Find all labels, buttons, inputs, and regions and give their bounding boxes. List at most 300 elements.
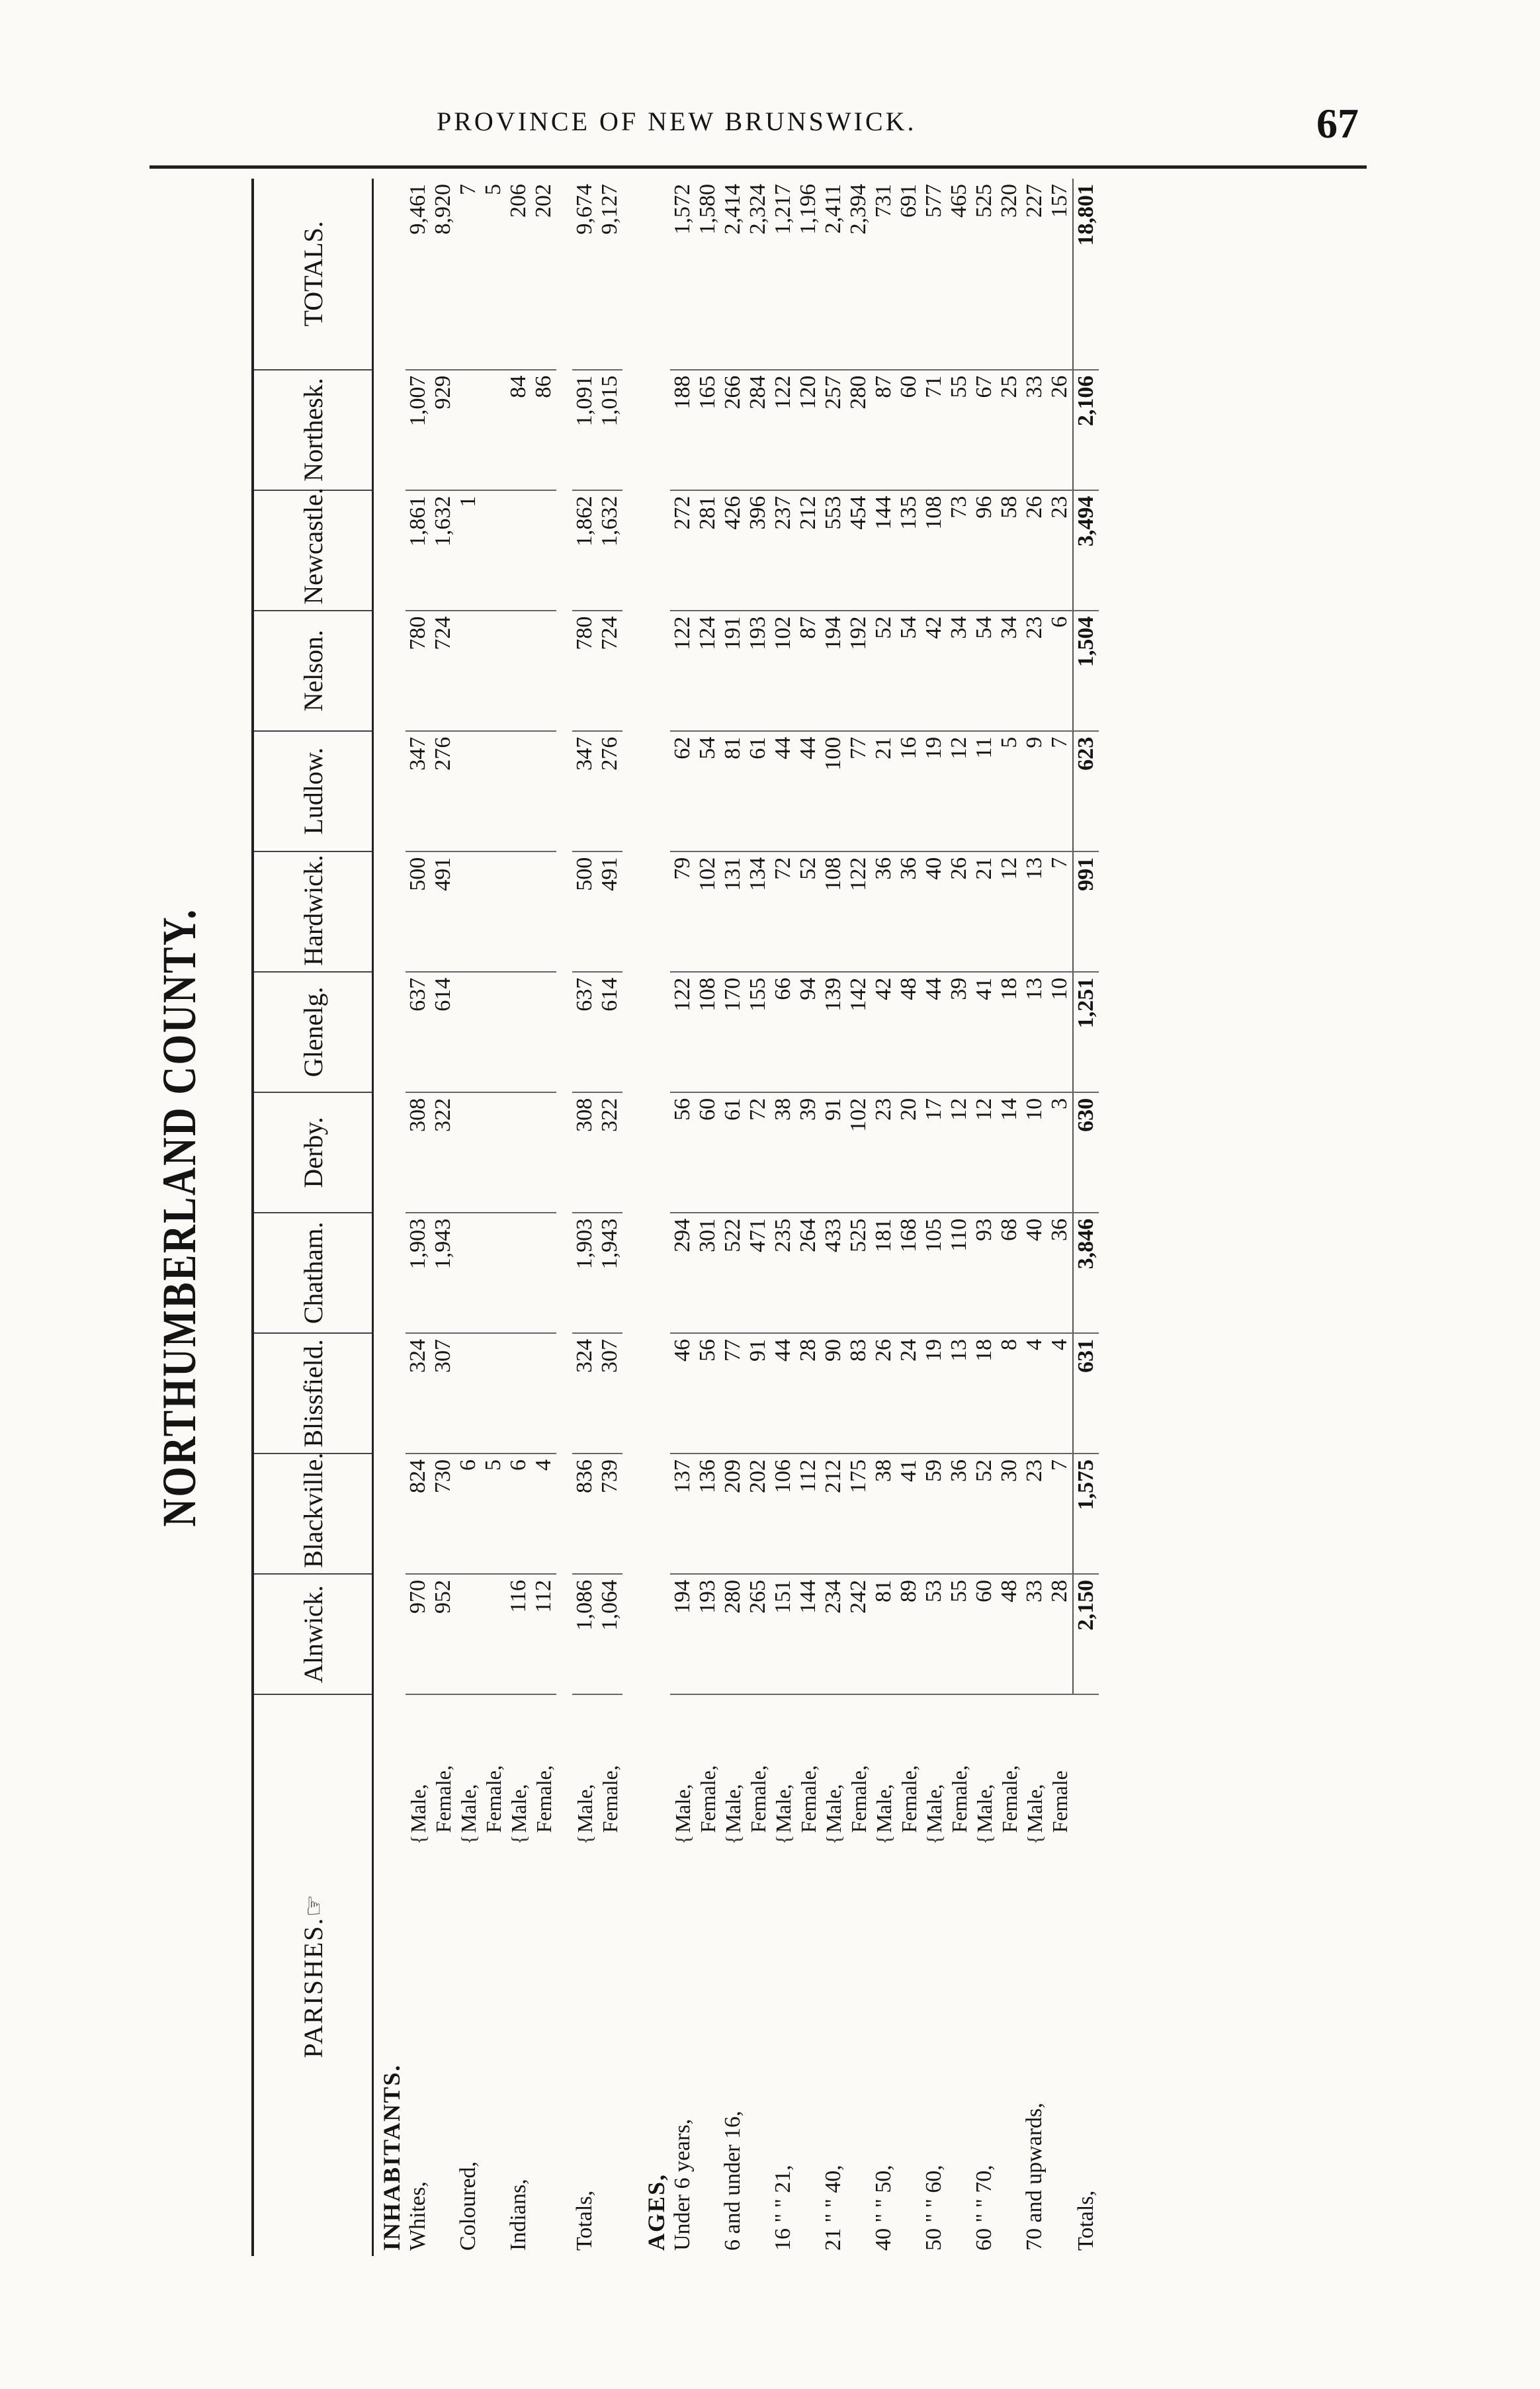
row-label: 40 " " 50, (871, 2165, 896, 2251)
sex-cell (821, 1694, 846, 1850)
value-cell: 192 (846, 611, 871, 731)
value-cell: 281 (695, 490, 720, 611)
value-cell: 151 (771, 1574, 796, 1694)
value-cell: 433 (821, 1213, 846, 1333)
value-cell: 212 (821, 1454, 846, 1574)
data-row (506, 179, 531, 2256)
value-cell: 1,572 (670, 179, 695, 370)
value-cell (531, 1333, 556, 1454)
sex-label: Male, (871, 1784, 896, 1833)
value-cell: 1,196 (796, 179, 821, 370)
column-header: Northesk. (253, 370, 373, 490)
value-cell: 93 (972, 1213, 997, 1333)
data-row (846, 179, 871, 2256)
sex-cell (871, 1694, 896, 1850)
value-cell: 61 (746, 731, 771, 851)
value-cell: 209 (720, 1454, 746, 1574)
data-row (670, 179, 695, 2256)
brace-mark: { (720, 1834, 745, 1845)
value-cell: 206 (506, 179, 531, 370)
sex-label: Male, (1022, 1784, 1047, 1833)
section-heading: AGES, (643, 2173, 669, 2251)
value-cell: 396 (746, 490, 771, 611)
value-cell: 347 (572, 731, 597, 851)
value-cell (531, 490, 556, 611)
column-header-row (253, 179, 373, 2256)
value-cell: 234 (821, 1574, 846, 1694)
data-row (896, 179, 921, 2256)
data-row (871, 179, 896, 2256)
sex-label: Female, (431, 1765, 455, 1833)
value-cell: 73 (947, 490, 972, 611)
value-cell: 41 (972, 972, 997, 1092)
sex-label: Female, (746, 1765, 770, 1833)
value-cell: 614 (597, 972, 622, 1092)
value-cell: 9,127 (597, 179, 622, 370)
value-cell: 322 (597, 1092, 622, 1213)
sex-label: Male, (720, 1784, 745, 1833)
value-cell: 2,394 (846, 179, 871, 370)
data-row (921, 179, 947, 2256)
value-cell: 8 (997, 1333, 1022, 1454)
value-cell: 96 (972, 490, 997, 611)
column-header: Glenelg. (253, 972, 373, 1092)
value-cell: 426 (720, 490, 746, 611)
value-cell: 257 (821, 370, 846, 490)
value-cell: 86 (531, 370, 556, 490)
value-cell: 6 (456, 1454, 481, 1574)
value-cell: 952 (431, 1574, 456, 1694)
value-cell (506, 972, 531, 1092)
value-cell: 36 (896, 851, 921, 972)
value-cell (456, 1092, 481, 1213)
sex-label: Male, (972, 1784, 996, 1833)
value-cell: 52 (796, 851, 821, 972)
value-cell: 4 (531, 1454, 556, 1574)
value-cell: 194 (821, 611, 846, 731)
running-head: PROVINCE OF NEW BRUNSWICK. (437, 107, 917, 136)
value-cell: 1,251 (1073, 972, 1099, 1092)
value-cell: 44 (796, 731, 821, 851)
value-cell: 1,903 (572, 1213, 597, 1333)
value-cell: 48 (896, 972, 921, 1092)
value-cell (481, 490, 506, 611)
value-cell: 1,580 (695, 179, 720, 370)
value-cell (531, 731, 556, 851)
totals-row (572, 179, 597, 2256)
value-cell: 122 (670, 611, 695, 731)
value-cell: 72 (771, 851, 796, 972)
value-cell: 30 (997, 1454, 1022, 1574)
sex-cell (720, 1694, 746, 1850)
sex-cell (947, 1694, 972, 1850)
value-cell: 19 (921, 731, 947, 851)
sex-label: Female, (597, 1765, 622, 1833)
value-cell: 1,862 (572, 490, 597, 611)
value-cell (531, 611, 556, 731)
value-cell: 58 (997, 490, 1022, 611)
sex-cell (972, 1694, 997, 1850)
value-cell: 2,411 (821, 179, 846, 370)
value-cell: 284 (746, 370, 771, 490)
value-cell: 2,150 (1073, 1574, 1099, 1694)
column-header: Derby. (253, 1092, 373, 1213)
value-cell: 237 (771, 490, 796, 611)
value-cell: 1,575 (1073, 1454, 1099, 1574)
sex-cell (771, 1694, 796, 1850)
value-cell: 20 (896, 1092, 921, 1213)
row-label: Indians, (506, 2179, 531, 2251)
data-row (972, 179, 997, 2256)
row-label: Coloured, (456, 2161, 480, 2251)
value-cell: 13 (947, 1333, 972, 1454)
value-cell: 191 (720, 611, 746, 731)
value-cell: 1,064 (597, 1574, 622, 1694)
value-cell: 525 (972, 179, 997, 370)
value-cell: 272 (670, 490, 695, 611)
value-cell (481, 1213, 506, 1333)
value-cell: 631 (1073, 1333, 1099, 1454)
sex-label: Male, (456, 1784, 480, 1833)
sex-cell (1073, 1694, 1099, 1850)
value-cell: 81 (871, 1574, 896, 1694)
value-cell: 320 (997, 179, 1022, 370)
sex-label: Female, (796, 1765, 820, 1833)
value-cell: 39 (947, 972, 972, 1092)
parishes-header (253, 1694, 373, 2256)
row-label (746, 1850, 771, 2256)
section-heading-row (638, 179, 670, 2256)
value-cell: 89 (896, 1574, 921, 1694)
sex-label: Female, (947, 1765, 971, 1833)
value-cell: 9 (1022, 731, 1047, 851)
value-cell: 7 (456, 179, 481, 370)
value-cell: 44 (771, 1333, 796, 1454)
value-cell: 102 (771, 611, 796, 731)
value-cell: 739 (597, 1454, 622, 1574)
value-cell: 7 (1047, 1454, 1073, 1574)
sex-label: Male, (572, 1784, 597, 1833)
value-cell: 780 (406, 611, 431, 731)
value-cell (506, 611, 531, 731)
value-cell: 77 (720, 1333, 746, 1454)
value-cell: 630 (1073, 1092, 1099, 1213)
value-cell: 16 (896, 731, 921, 851)
value-cell: 23 (871, 1092, 896, 1213)
value-cell: 970 (406, 1574, 431, 1694)
sex-label: Female, (695, 1765, 720, 1833)
value-cell (481, 1092, 506, 1213)
sex-label: Female, (997, 1765, 1021, 1833)
value-cell (506, 1333, 531, 1454)
value-cell: 134 (746, 851, 771, 972)
value-cell: 12 (972, 1092, 997, 1213)
data-row (695, 179, 720, 2256)
row-label (997, 1850, 1022, 2256)
value-cell: 276 (431, 731, 456, 851)
value-cell: 5 (481, 1454, 506, 1574)
value-cell: 40 (1022, 1213, 1047, 1333)
value-cell: 193 (746, 611, 771, 731)
value-cell: 44 (921, 972, 947, 1092)
value-cell: 112 (531, 1574, 556, 1694)
value-cell: 112 (796, 1454, 821, 1574)
sex-label: Female, (896, 1765, 921, 1833)
value-cell: 60 (896, 370, 921, 490)
row-label (947, 1850, 972, 2256)
brace-mark: { (921, 1834, 946, 1845)
column-header: Hardwick. (253, 851, 373, 972)
value-cell: 83 (846, 1333, 871, 1454)
value-cell: 202 (531, 179, 556, 370)
value-cell: 322 (431, 1092, 456, 1213)
table-body (373, 179, 1099, 2256)
value-cell: 324 (572, 1333, 597, 1454)
value-cell: 491 (597, 851, 622, 972)
brace-mark: { (506, 1834, 531, 1845)
value-cell: 308 (406, 1092, 431, 1213)
value-cell: 60 (695, 1092, 720, 1213)
data-row (406, 179, 431, 2256)
value-cell: 18 (997, 972, 1022, 1092)
value-cell: 3,846 (1073, 1213, 1099, 1333)
value-cell: 280 (720, 1574, 746, 1694)
value-cell: 1,504 (1073, 611, 1099, 731)
value-cell: 194 (670, 1574, 695, 1694)
value-cell (506, 851, 531, 972)
value-cell: 79 (670, 851, 695, 972)
value-cell: 142 (846, 972, 871, 1092)
row-label (431, 1850, 456, 2256)
value-cell: 780 (572, 611, 597, 731)
value-cell: 188 (670, 370, 695, 490)
sex-cell (431, 1694, 456, 1850)
value-cell (456, 611, 481, 731)
sex-label: Male, (771, 1784, 795, 1833)
value-cell (481, 851, 506, 972)
value-cell: 991 (1073, 851, 1099, 972)
brace-mark: { (572, 1834, 597, 1845)
value-cell: 144 (871, 490, 896, 611)
value-cell: 136 (695, 1454, 720, 1574)
value-cell: 131 (720, 851, 746, 972)
value-cell: 175 (846, 1454, 871, 1574)
row-label: 50 " " 60, (921, 2165, 946, 2251)
value-cell: 623 (1073, 731, 1099, 851)
value-cell: 13 (1022, 972, 1047, 1092)
value-cell: 491 (431, 851, 456, 972)
value-cell: 1,091 (572, 370, 597, 490)
value-cell: 25 (997, 370, 1022, 490)
value-cell: 81 (720, 731, 746, 851)
value-cell: 13 (1022, 851, 1047, 972)
value-cell: 60 (972, 1574, 997, 1694)
value-cell: 61 (720, 1092, 746, 1213)
value-cell: 18,801 (1073, 179, 1099, 370)
value-cell: 294 (670, 1213, 695, 1333)
value-cell: 553 (821, 490, 846, 611)
value-cell: 1,217 (771, 179, 796, 370)
value-cell: 1,632 (597, 490, 622, 611)
value-cell: 26 (871, 1333, 896, 1454)
brace-mark: { (670, 1834, 695, 1845)
value-cell: 94 (796, 972, 821, 1092)
value-cell: 100 (821, 731, 846, 851)
value-cell: 1,943 (431, 1213, 456, 1333)
data-row (1022, 179, 1047, 2256)
row-label (796, 1850, 821, 2256)
parishes-label: PARISHES. (298, 1917, 328, 2058)
sex-cell (746, 1694, 771, 1850)
data-row (531, 179, 556, 2256)
value-cell: 500 (572, 851, 597, 972)
value-cell (481, 370, 506, 490)
value-cell (481, 731, 506, 851)
column-header: Ludlow. (253, 731, 373, 851)
sex-cell (1047, 1694, 1073, 1850)
spacer-row (622, 179, 638, 2256)
data-row (1047, 179, 1073, 2256)
value-cell: 12 (997, 851, 1022, 972)
data-row (481, 179, 506, 2256)
value-cell: 36 (871, 851, 896, 972)
value-cell: 87 (796, 611, 821, 731)
brace-mark: { (1022, 1834, 1047, 1845)
sex-cell (456, 1694, 481, 1850)
row-label: 21 " " 40, (821, 2165, 845, 2251)
grand-totals-row (1073, 179, 1099, 2256)
sex-label: Female, (846, 1765, 871, 1833)
sex-label: Male, (670, 1784, 695, 1833)
row-label (1047, 1850, 1073, 2256)
value-cell: 108 (695, 972, 720, 1092)
value-cell: 2,324 (746, 179, 771, 370)
value-cell (506, 1213, 531, 1333)
sex-cell (531, 1694, 556, 1850)
row-label: 6 and under 16, (720, 2110, 745, 2251)
value-cell: 34 (947, 611, 972, 731)
value-cell: 7 (1047, 731, 1073, 851)
totals-label: Totals, (1073, 2190, 1098, 2251)
sex-label: Female, (531, 1765, 556, 1833)
column-header: Blissfield. (253, 1333, 373, 1454)
sex-label: Male, (921, 1784, 946, 1833)
value-cell: 280 (846, 370, 871, 490)
value-cell: 471 (746, 1213, 771, 1333)
sex-cell (481, 1694, 506, 1850)
sex-cell (670, 1694, 695, 1850)
sex-cell (921, 1694, 947, 1850)
value-cell (506, 1092, 531, 1213)
rotated-census-table (152, 179, 1356, 2256)
value-cell: 10 (1022, 1092, 1047, 1213)
row-label: 70 and upwards, (1022, 2103, 1047, 2251)
value-cell: 56 (695, 1333, 720, 1454)
value-cell: 55 (947, 370, 972, 490)
value-cell: 227 (1022, 179, 1047, 370)
value-cell: 122 (771, 370, 796, 490)
value-cell: 12 (947, 1092, 972, 1213)
value-cell: 181 (871, 1213, 896, 1333)
value-cell: 17 (921, 1092, 947, 1213)
brace-mark: { (406, 1834, 430, 1845)
value-cell: 116 (506, 1574, 531, 1694)
value-cell: 18 (972, 1333, 997, 1454)
value-cell: 724 (597, 611, 622, 731)
column-header: Chatham. (253, 1213, 373, 1333)
value-cell: 38 (771, 1092, 796, 1213)
value-cell: 135 (896, 490, 921, 611)
value-cell: 307 (597, 1333, 622, 1454)
value-cell: 46 (670, 1333, 695, 1454)
value-cell: 71 (921, 370, 947, 490)
value-cell: 691 (896, 179, 921, 370)
pointing-hand-icon: ☞ (300, 1893, 328, 1917)
census-table (251, 179, 1099, 2256)
data-row (771, 179, 796, 2256)
sex-label: Male, (821, 1784, 845, 1833)
value-cell: 44 (771, 731, 796, 851)
value-cell: 62 (670, 731, 695, 851)
value-cell: 454 (846, 490, 871, 611)
value-cell: 84 (506, 370, 531, 490)
value-cell: 165 (695, 370, 720, 490)
data-row (456, 179, 481, 2256)
value-cell: 4 (1047, 1333, 1073, 1454)
value-cell: 212 (796, 490, 821, 611)
value-cell: 33 (1022, 1574, 1047, 1694)
value-cell: 110 (947, 1213, 972, 1333)
row-label: Under 6 years, (670, 2118, 695, 2251)
value-cell: 6 (506, 1454, 531, 1574)
value-cell: 266 (720, 370, 746, 490)
value-cell: 36 (947, 1454, 972, 1574)
value-cell: 38 (871, 1454, 896, 1574)
row-label: Whites, (406, 2181, 430, 2251)
value-cell: 26 (1047, 370, 1073, 490)
value-cell: 77 (846, 731, 871, 851)
value-cell: 33 (1022, 370, 1047, 490)
value-cell: 42 (921, 611, 947, 731)
value-cell: 66 (771, 972, 796, 1092)
brace-mark: { (771, 1834, 795, 1845)
value-cell: 9,461 (406, 179, 431, 370)
value-cell: 67 (972, 370, 997, 490)
value-cell: 10 (1047, 972, 1073, 1092)
value-cell: 102 (846, 1092, 871, 1213)
value-cell: 5 (997, 731, 1022, 851)
brace-mark: { (821, 1834, 845, 1845)
value-cell (456, 1574, 481, 1694)
value-cell: 28 (1047, 1574, 1073, 1694)
value-cell (456, 370, 481, 490)
value-cell: 2,106 (1073, 370, 1099, 490)
value-cell: 21 (871, 731, 896, 851)
value-cell: 24 (896, 1333, 921, 1454)
value-cell: 40 (921, 851, 947, 972)
value-cell: 137 (670, 1454, 695, 1574)
value-cell: 929 (431, 370, 456, 490)
value-cell: 120 (796, 370, 821, 490)
sex-cell (572, 1694, 597, 1850)
value-cell: 36 (1047, 1213, 1073, 1333)
header-rule (150, 165, 1367, 169)
sex-cell (406, 1694, 431, 1850)
value-cell: 105 (921, 1213, 947, 1333)
value-cell: 108 (821, 851, 846, 972)
value-cell: 8,920 (431, 179, 456, 370)
value-cell (531, 1213, 556, 1333)
